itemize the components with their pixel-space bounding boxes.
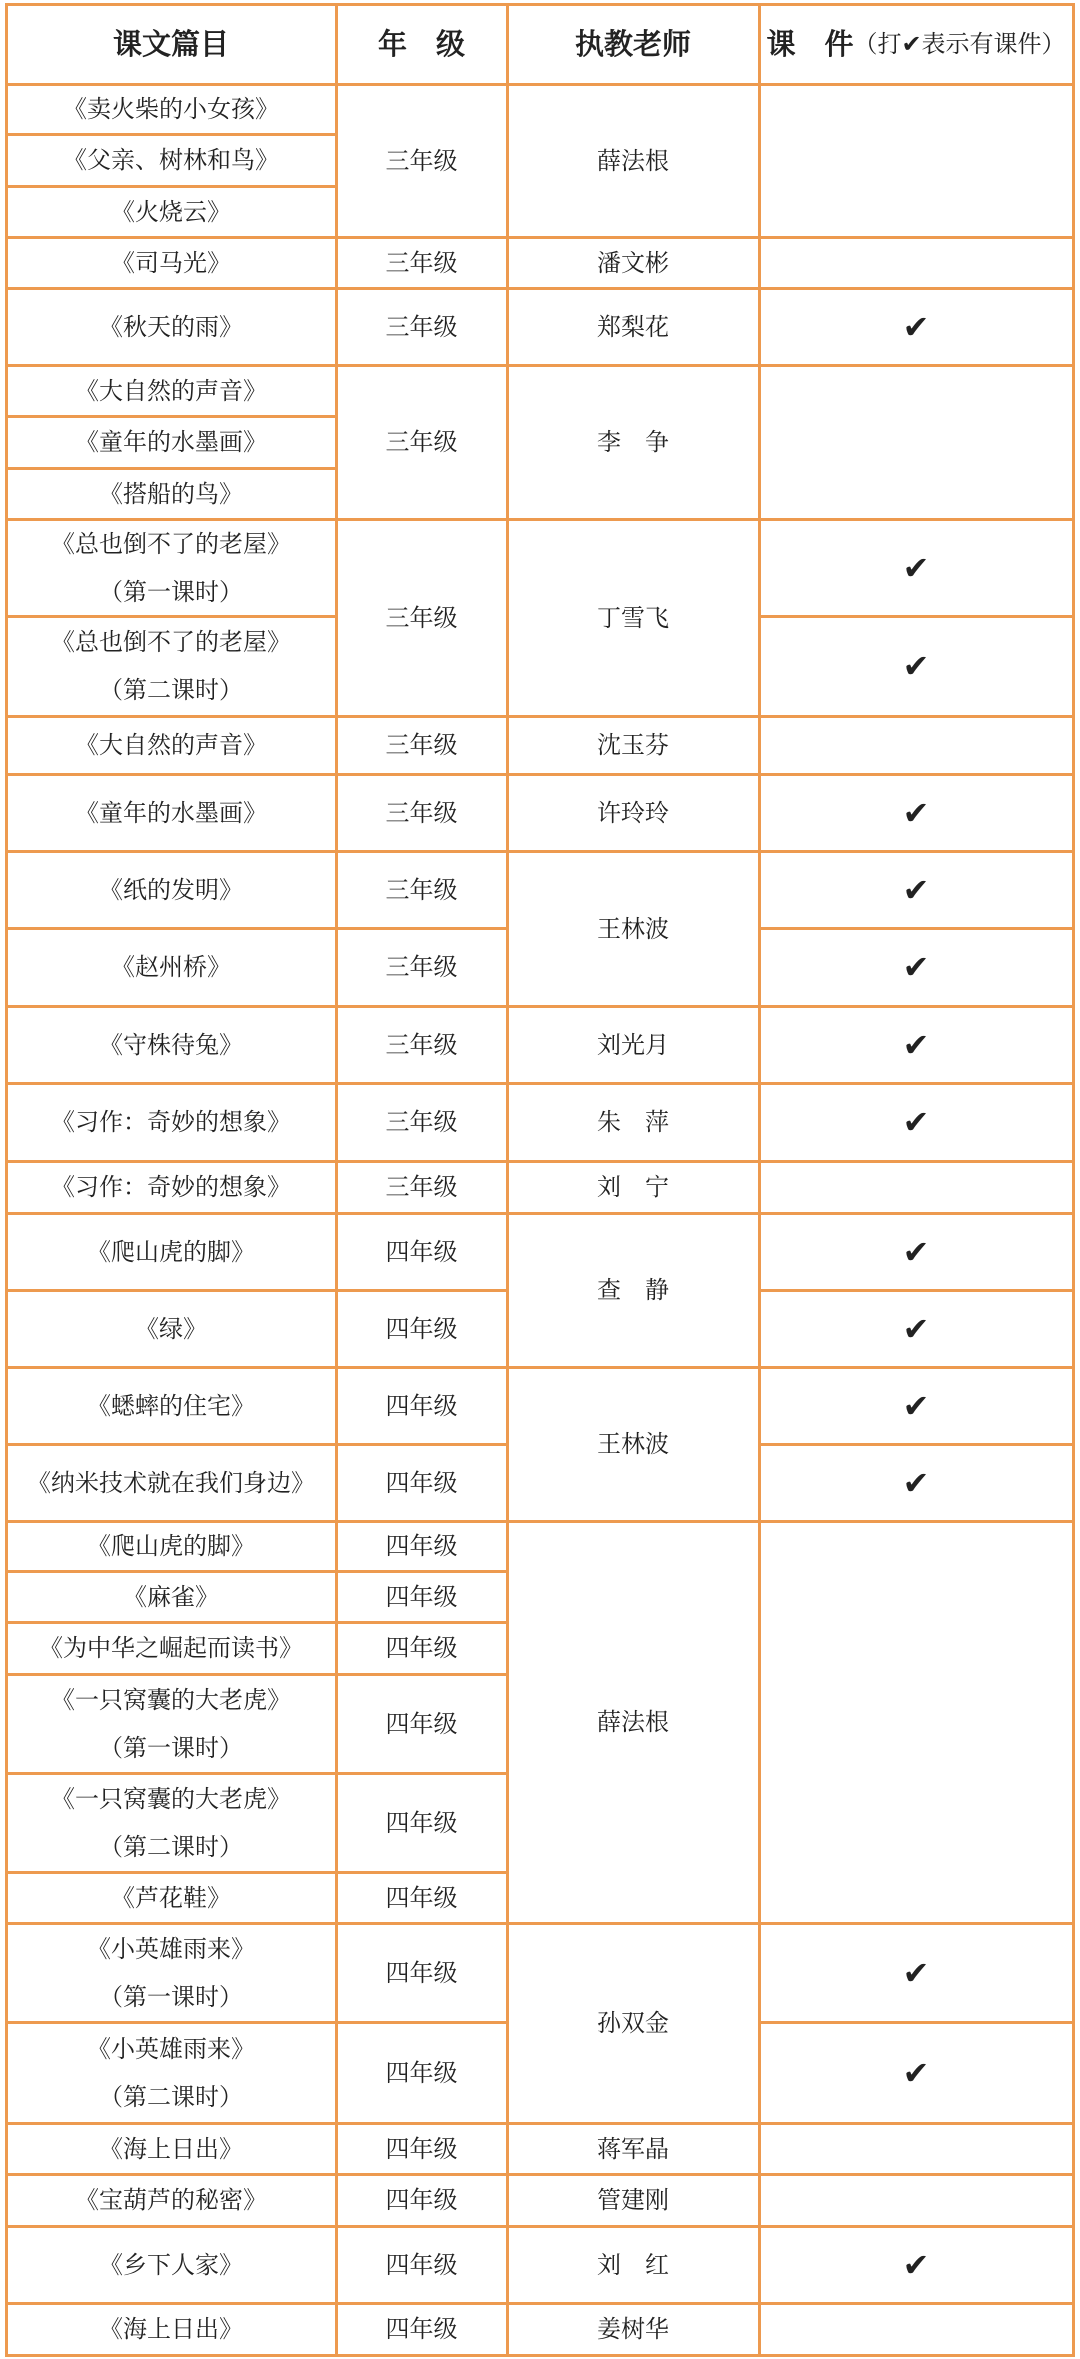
- courseware-cell: [759, 616, 1073, 716]
- lesson-name: 《一只窝囊的大老虎》: [51, 1784, 291, 1813]
- check-mark-icon: ✔: [902, 2053, 930, 2092]
- grade-cell: 三年级: [385, 248, 458, 277]
- check-mark-icon: ✔: [902, 1463, 930, 1502]
- lesson-name: 《守株待兔》: [99, 1030, 243, 1059]
- grade-cell: 四年级: [385, 2186, 458, 2214]
- lesson-name: 《总也倒不了的老屋》: [51, 628, 291, 656]
- lesson-title: [6, 1444, 336, 1521]
- check-mark-icon: ✔: [902, 548, 930, 587]
- teacher-cell: 朱 萍: [597, 1108, 669, 1136]
- lesson-name: 《火烧云》: [111, 197, 231, 226]
- grade-cell: 三年级: [385, 428, 458, 456]
- lesson-name: 《麻雀》: [123, 1582, 219, 1611]
- lesson-name: 《乡下人家》: [99, 2250, 243, 2279]
- teacher-cell: 刘 宁: [597, 1173, 669, 1201]
- lesson-title: [6, 2174, 336, 2226]
- lesson-title: [6, 519, 336, 616]
- lesson-title: [6, 186, 336, 237]
- courseware-cell: [759, 2174, 1073, 2226]
- lesson-name: 《海上日出》: [99, 2134, 243, 2163]
- check-mark-icon: ✔: [902, 1232, 930, 1271]
- courseware-cell: [759, 1083, 1073, 1161]
- lesson-title: [6, 1872, 336, 1923]
- check-mark-icon: ✔: [902, 1025, 930, 1064]
- lesson-title: [6, 1674, 336, 1773]
- lesson-name: 《秋天的雨》: [99, 312, 243, 341]
- courseware-cell: [759, 2303, 1073, 2355]
- grade-cell: 四年级: [385, 1237, 458, 1266]
- lesson-name: 《海上日出》: [99, 2315, 243, 2343]
- lesson-name: 《绿》: [135, 1314, 207, 1343]
- courseware-cell: [759, 2123, 1073, 2174]
- courseware-note: （打✔表示有课件）: [853, 30, 1066, 58]
- courseware-cell: [759, 84, 1073, 237]
- lesson-name: 《大自然的声音》: [75, 731, 267, 759]
- header-teacher: 执教老师: [574, 27, 691, 61]
- courseware-cell: [759, 716, 1073, 774]
- lesson-name: 《爬山虎的脚》: [87, 1237, 255, 1266]
- check-mark-icon: ✔: [902, 2245, 930, 2284]
- grade-cell: 四年级: [385, 1709, 458, 1738]
- grade-cell: 三年级: [385, 1030, 458, 1059]
- lesson-title: [6, 2123, 336, 2174]
- lesson-name: 《习作：奇妙的想象》: [51, 1108, 291, 1136]
- header-courseware: [759, 4, 1073, 84]
- lesson-name: 《搭船的鸟》: [99, 479, 243, 508]
- grade-cell: 三年级: [385, 1173, 458, 1201]
- courseware-cell: [759, 1006, 1073, 1083]
- lesson-name: 《卖火柴的小女孩》: [63, 95, 279, 123]
- teacher-cell: 薛法根: [597, 146, 669, 175]
- lesson-period: （第一课时）: [99, 577, 243, 606]
- courseware-cell: [759, 519, 1073, 616]
- courseware-cell: [759, 1923, 1073, 2022]
- teacher-cell: 薛法根: [597, 1708, 669, 1736]
- courseware-cell: [759, 1367, 1073, 1444]
- lesson-title: [6, 616, 336, 716]
- courseware-cell: [759, 365, 1073, 519]
- lesson-title: [6, 2022, 336, 2123]
- lesson-title: [6, 1571, 336, 1622]
- lesson-name: 《大自然的声音》: [75, 376, 267, 405]
- header-grade: 年 级: [377, 27, 465, 61]
- grade-cell: 三年级: [385, 603, 458, 632]
- check-mark-icon: ✔: [902, 307, 930, 346]
- lesson-title: [6, 134, 336, 186]
- teacher-cell: 沈玉芬: [597, 731, 669, 759]
- teacher-cell: 孙双金: [597, 2009, 669, 2037]
- teacher-cell: 李 争: [597, 428, 669, 456]
- lesson-title: [6, 288, 336, 365]
- lesson-period: （第二课时）: [99, 676, 243, 704]
- check-mark-icon: ✔: [902, 1309, 930, 1348]
- grade-cell: 四年级: [385, 1391, 458, 1420]
- grade-cell: 四年级: [385, 1958, 458, 1987]
- lesson-title: [6, 2303, 336, 2355]
- lesson-name: 《童年的水墨画》: [75, 428, 267, 456]
- teacher-cell: 刘 红: [597, 2250, 669, 2279]
- check-mark-icon: ✔: [902, 1103, 930, 1141]
- lesson-name: 《小英雄雨来》: [87, 1934, 255, 1963]
- lesson-title: [6, 928, 336, 1006]
- lesson-name: 《小英雄雨来》: [87, 2034, 255, 2063]
- courseware-cell: [759, 2226, 1073, 2303]
- teacher-cell: 丁雪飞: [597, 603, 669, 632]
- courseware-cell: [759, 851, 1073, 928]
- grade-cell: 四年级: [385, 1532, 458, 1560]
- teacher-cell: 蒋军晶: [597, 2134, 669, 2163]
- courseware-cell: [759, 2022, 1073, 2123]
- teacher-cell: 王林波: [597, 914, 669, 943]
- grade-cell: 四年级: [385, 1468, 458, 1497]
- grade-cell: 四年级: [385, 1808, 458, 1837]
- grade-cell: 三年级: [385, 798, 458, 827]
- lesson-name: 《宝葫芦的秘密》: [75, 2186, 267, 2214]
- grade-cell: 四年级: [385, 2315, 458, 2343]
- grade-cell: 三年级: [385, 875, 458, 904]
- grade-cell: 四年级: [385, 2134, 458, 2163]
- teacher-cell: 查 静: [597, 1276, 669, 1304]
- check-mark-icon: ✔: [902, 647, 930, 685]
- lesson-title: [6, 1290, 336, 1367]
- lesson-title: [6, 716, 336, 774]
- lesson-title: [6, 1622, 336, 1674]
- courseware-cell: [759, 1161, 1073, 1213]
- grade-cell: 四年级: [385, 1314, 458, 1343]
- lesson-name: 《总也倒不了的老屋》: [51, 529, 291, 558]
- lesson-title: [6, 1083, 336, 1161]
- courseware-cell: [759, 1521, 1073, 1923]
- courseware-cell: [759, 1444, 1073, 1521]
- check-mark-icon: ✔: [902, 1386, 930, 1425]
- lesson-title: [6, 1773, 336, 1872]
- lesson-name: 《纸的发明》: [99, 875, 243, 904]
- lesson-title: [6, 1161, 336, 1213]
- grade-cell: 三年级: [385, 146, 458, 175]
- lesson-title: [6, 1367, 336, 1444]
- lesson-title: [6, 1213, 336, 1290]
- lesson-title: [6, 416, 336, 468]
- courseware-cell: [759, 1213, 1073, 1290]
- grade-cell: 四年级: [385, 1634, 458, 1662]
- grade-cell: 四年级: [385, 1582, 458, 1611]
- grade-cell: 三年级: [385, 1108, 458, 1136]
- courseware-cell: [759, 928, 1073, 1006]
- grade-cell: 三年级: [385, 312, 458, 341]
- courseware-cell: [759, 1290, 1073, 1367]
- lesson-period: （第一课时）: [99, 1982, 243, 2011]
- courseware-cell: [759, 774, 1073, 851]
- lesson-title: [6, 237, 336, 288]
- teacher-cell: 郑梨花: [597, 312, 669, 341]
- lesson-period: （第二课时）: [99, 1832, 243, 1861]
- lesson-title: [6, 1006, 336, 1083]
- header-lesson-title: 课文篇目: [112, 27, 229, 61]
- lesson-name: 《蟋蟀的住宅》: [87, 1391, 255, 1420]
- check-mark-icon: ✔: [902, 1953, 930, 1992]
- lesson-period: （第二课时）: [99, 2082, 243, 2111]
- lesson-name: 《司马光》: [111, 248, 231, 277]
- lesson-title: [6, 1923, 336, 2022]
- grade-cell: 四年级: [385, 2250, 458, 2279]
- grade-cell: 四年级: [385, 1883, 458, 1912]
- check-mark-icon: ✔: [902, 948, 930, 986]
- lesson-period: （第一课时）: [99, 1733, 243, 1762]
- lesson-title: [6, 774, 336, 851]
- lesson-name: 《童年的水墨画》: [75, 798, 267, 827]
- lesson-name: 《习作：奇妙的想象》: [51, 1173, 291, 1201]
- lesson-name: 《芦花鞋》: [111, 1883, 231, 1912]
- lesson-name: 《爬山虎的脚》: [87, 1532, 255, 1560]
- teacher-cell: 王林波: [597, 1430, 669, 1458]
- courseware-label: 课 件: [766, 27, 854, 61]
- grade-cell: 三年级: [385, 953, 458, 981]
- courseware-cell: [759, 237, 1073, 288]
- courseware-cell: [759, 288, 1073, 365]
- lesson-title: [6, 851, 336, 928]
- check-mark-icon: ✔: [902, 870, 930, 909]
- lesson-name: 《纳米技术就在我们身边》: [27, 1468, 315, 1497]
- teacher-cell: 许玲玲: [597, 798, 669, 827]
- lesson-title: [6, 1521, 336, 1571]
- lesson-title: [6, 2226, 336, 2303]
- lesson-title: [6, 365, 336, 416]
- grade-cell: 三年级: [385, 731, 458, 759]
- lesson-name: 《一只窝囊的大老虎》: [51, 1685, 291, 1714]
- teacher-cell: 姜树华: [597, 2315, 669, 2343]
- teacher-cell: 潘文彬: [597, 248, 669, 277]
- lesson-name: 《赵州桥》: [111, 953, 231, 981]
- teacher-cell: 刘光月: [597, 1030, 669, 1059]
- lesson-title: [6, 84, 336, 134]
- lesson-title: [6, 468, 336, 519]
- lesson-name: 《父亲、树林和鸟》: [63, 146, 279, 174]
- grade-cell: 四年级: [385, 2058, 458, 2087]
- teacher-cell: 管建刚: [597, 2186, 669, 2214]
- lesson-name: 《为中华之崛起而读书》: [39, 1634, 303, 1662]
- check-mark-icon: ✔: [902, 793, 930, 832]
